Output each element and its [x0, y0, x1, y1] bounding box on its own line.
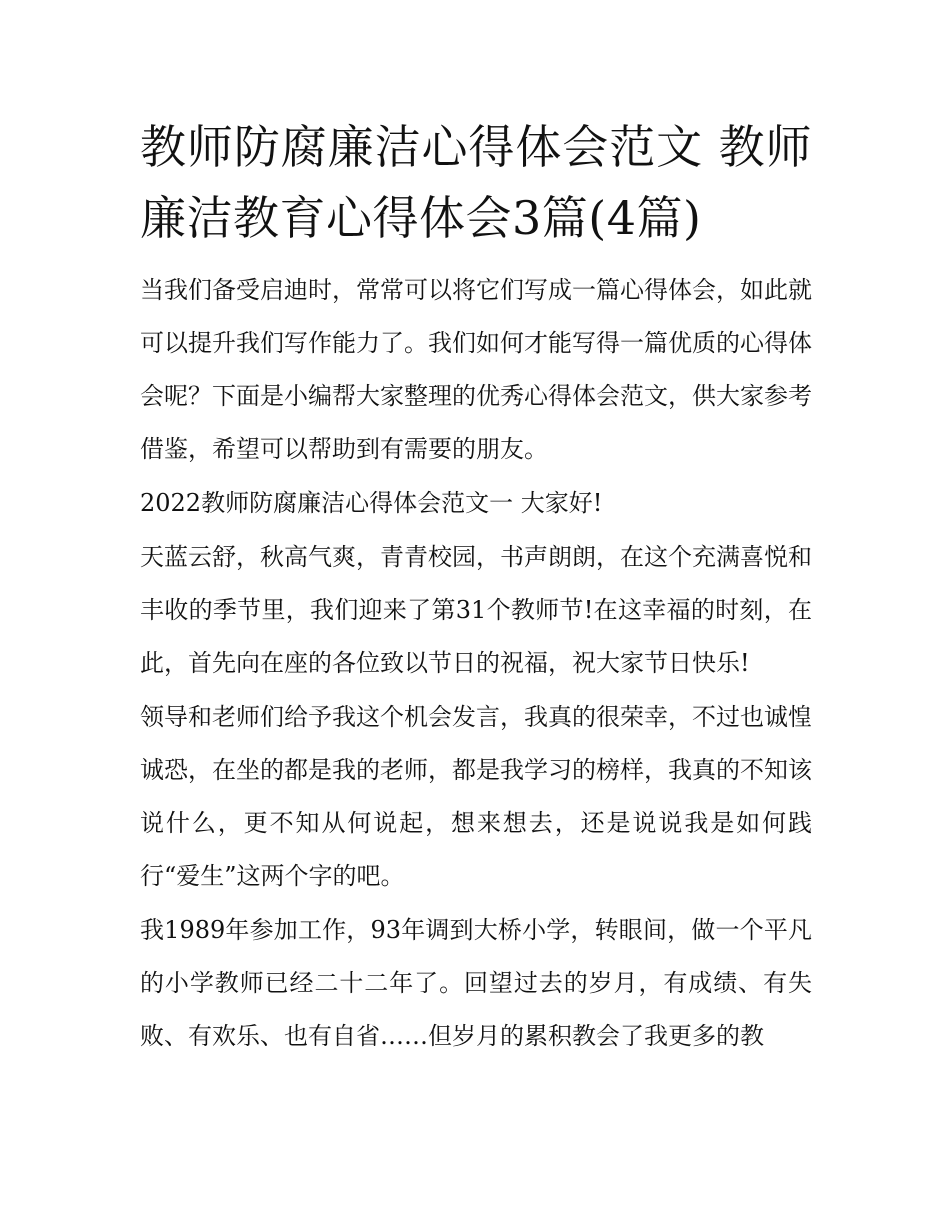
section-heading-paragraph: 2022教师防腐廉洁心得体会范文一 大家好! [140, 489, 603, 517]
speech-paragraph: 领导和老师们给予我这个机会发言，我真的很荣幸，不过也诚惶诚恐，在坐的都是我的老师，都是我学习的榜样，我真的不知该说什么，更不知从何说起，想来想去，还是说说我是如何践行“爱生”这两个字的吧。 [140, 703, 812, 890]
intro-paragraph: 当我们备受启迪时，常常可以将它们写成一篇心得体会，如此就可以提升我们写作能力了。我们如何才能写得一篇优质的心得体会呢？下面是小编帮大家整理的优秀心得体会范文，供大家参考借鉴，希望可以帮助到有需要的朋友。 [140, 276, 812, 463]
career-paragraph: 我1989年参加工作，93年调到大桥小学，转眼间，做一个平凡的小学教师已经二十二年了。回望过去的岁月，有成绩、有失败、有欢乐、也有自省……但岁月的累积教会了我更多的教 [140, 916, 812, 1050]
greeting-paragraph: 天蓝云舒，秋高气爽，青青校园，书声朗朗，在这个充满喜悦和丰收的季节里，我们迎来了第31个教师节!在这幸福的时刻，在此，首先向在座的各位致以节日的祝福，祝大家节日快乐! [140, 543, 812, 677]
document-title: 教师防腐廉洁心得体会范文 教师廉洁教育心得体会3篇(4篇) [140, 120, 812, 245]
document-body [140, 112, 812, 1063]
